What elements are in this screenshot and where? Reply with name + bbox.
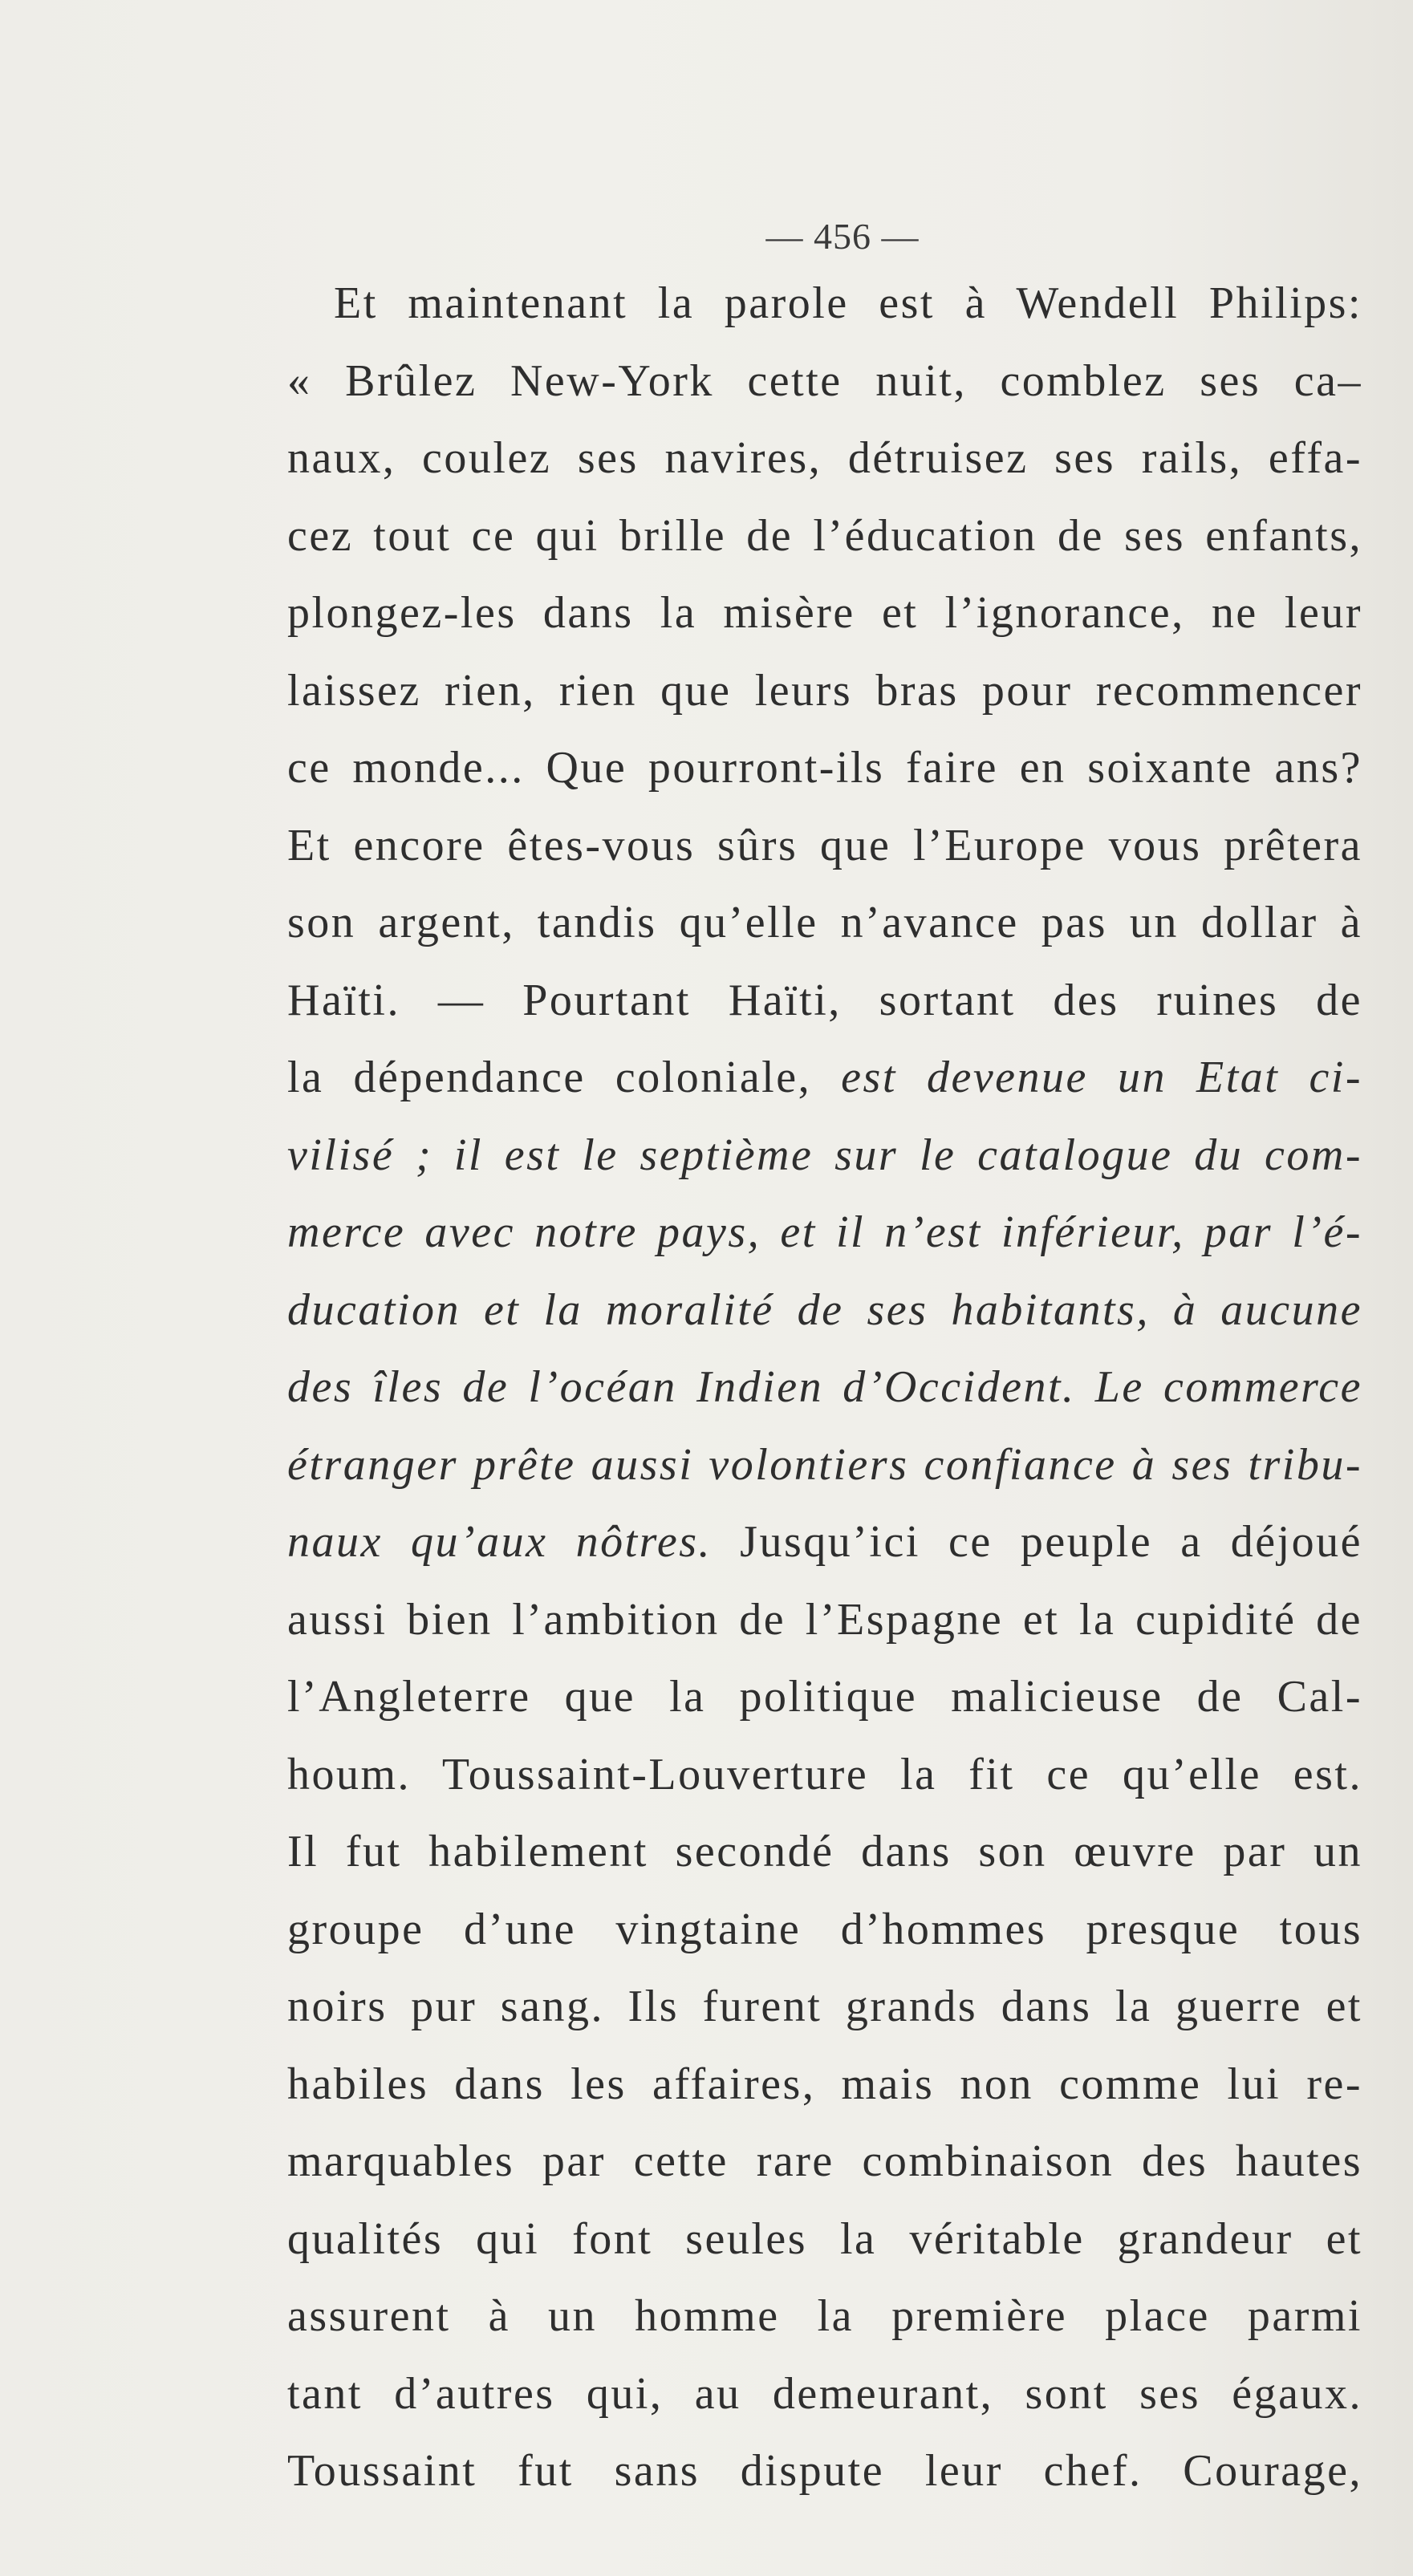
italic-text-run: ducation et la moralité de ses habitants, à aucune (287, 1284, 1362, 1335)
text-run: noirs pur sang. Ils furent grands dans la guerre et (287, 1982, 1362, 2031)
italic-text-run: étranger prête aussi volontiers confiance à ses tribu- (287, 1439, 1362, 1490)
text-line (287, 2355, 1362, 2433)
text-line (287, 652, 1362, 730)
text-run: qualités qui font seules la véritable grandeur et (287, 2213, 1362, 2264)
italic-text-run: naux qu’aux nôtres. (287, 1517, 713, 1567)
text-line (287, 265, 1362, 343)
text-line (287, 1891, 1362, 1969)
text-run: ce monde... Que pourront-ils faire en soixante ans? (287, 743, 1362, 793)
text-line (287, 1194, 1362, 1272)
text-line (287, 1503, 1362, 1581)
text-run: « Brûlez New-York cette nuit, comblez ses ca– (287, 355, 1362, 406)
text-line (287, 1581, 1362, 1659)
text-run: cez tout ce qui brille de l’éducation de ses enfants, (287, 510, 1362, 561)
text-line (287, 343, 1362, 420)
text-line (287, 1426, 1362, 1504)
page-number: — 456 — (765, 216, 920, 257)
text-run: la dépendance coloniale, (287, 1053, 842, 1102)
text-run: marquables par cette rare combinaison des hautes (287, 2136, 1362, 2186)
text-run: Haïti. — Pourtant Haïti, sortant des ruines de (287, 975, 1362, 1025)
text-run: l’Angleterre que la politique malicieuse de Cal- (287, 1672, 1362, 1722)
body-text (287, 265, 1362, 2510)
text-line (287, 1117, 1362, 1195)
text-line (287, 807, 1362, 885)
text-line (287, 2046, 1362, 2124)
text-line (287, 2201, 1362, 2278)
text-line (287, 2123, 1362, 2201)
text-run: Il fut habilement secondé dans son œuvre par un (287, 1827, 1362, 1876)
text-line (287, 962, 1362, 1040)
text-line (287, 1968, 1362, 2046)
text-run: Jusqu’ici ce peuple a déjoué (712, 1517, 1363, 1567)
text-line (287, 729, 1362, 807)
text-run: assurent à un homme la première place parmi (287, 2291, 1362, 2341)
text-run: groupe d’une vingtaine d’hommes presque tous (287, 1904, 1362, 1954)
text-line (287, 1813, 1362, 1891)
text-run: aussi bien l’ambition de l’Espagne et la cupidité de (287, 1594, 1362, 1645)
text-line (287, 2278, 1362, 2355)
text-run: houm. Toussaint-Louverture la fit ce qu’elle est. (287, 1749, 1362, 1799)
text-run: Et maintenant la parole est à Wendell Philips: (334, 278, 1362, 328)
text-run: Et encore êtes-vous sûrs que l’Europe vous prêtera (287, 820, 1362, 870)
text-line (287, 884, 1362, 962)
text-run: naux, coulez ses navires, détruisez ses rails, effa- (287, 433, 1362, 483)
text-line (287, 1349, 1362, 1426)
italic-text-run: vilisé ; il est le septième sur le catalogue du com- (287, 1130, 1362, 1180)
text-run: plongez-les dans la misère et l’ignorance, ne leur (287, 588, 1362, 638)
text-line (287, 1658, 1362, 1736)
text-line (287, 497, 1362, 575)
italic-text-run: est devenue un Etat ci- (841, 1053, 1362, 1102)
text-run: tant d’autres qui, au demeurant, sont ses égaux. (287, 2368, 1362, 2419)
text-run: son argent, tandis qu’elle n’avance pas un dollar à (287, 898, 1362, 947)
text-run: habiles dans les affaires, mais non comme lui re- (287, 2059, 1362, 2109)
italic-text-run: merce avec notre pays, et il n’est inférieur, par l’é- (287, 1207, 1362, 1257)
text-line (287, 1736, 1362, 1814)
italic-text-run: des îles de l’océan Indien d’Occident. Le commerce (287, 1362, 1362, 1412)
text-line (287, 2432, 1362, 2510)
text-run: laissez rien, rien que leurs bras pour recommencer (287, 665, 1362, 716)
text-line (287, 1272, 1362, 1349)
text-run: Toussaint fut sans dispute leur chef. Courage, (287, 2446, 1362, 2496)
text-line (287, 574, 1362, 652)
text-line (287, 1039, 1362, 1117)
text-line (287, 420, 1362, 497)
